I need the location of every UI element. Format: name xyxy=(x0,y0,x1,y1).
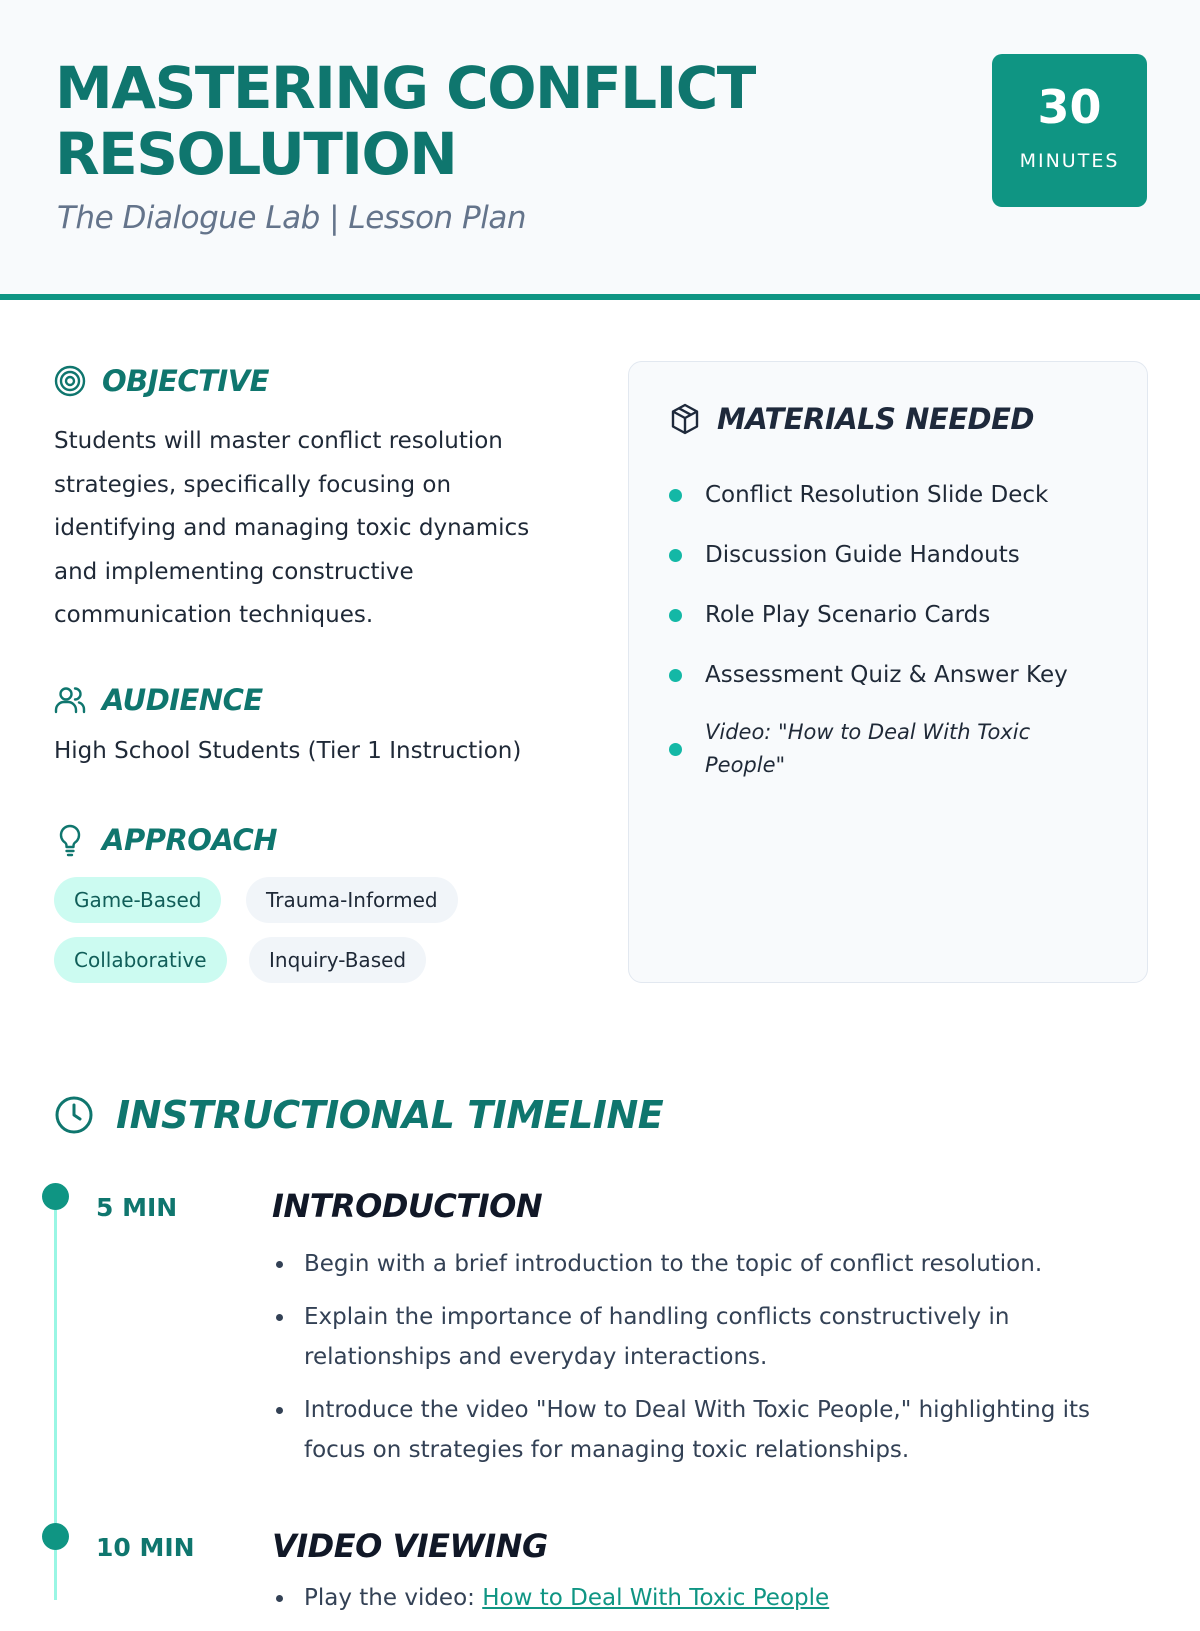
lightbulb-icon xyxy=(54,823,86,857)
materials-title: MATERIALS NEEDED xyxy=(717,402,1034,436)
target-icon xyxy=(54,365,86,397)
list-item: Explain the importance of handling conflicts constructively in relationships and everyday interactions. xyxy=(272,1297,1152,1377)
stage-bullet-list xyxy=(272,1244,1152,1483)
video-link[interactable]: How to Deal With Toxic People xyxy=(482,1585,830,1611)
list-item xyxy=(669,539,1020,572)
material-label: Discussion Guide Handouts xyxy=(705,542,1020,568)
clock-icon xyxy=(54,1095,94,1135)
audience-heading xyxy=(54,683,263,717)
material-label: Video: "How to Deal With Toxic People" xyxy=(705,720,1031,777)
objective-title: OBJECTIVE xyxy=(102,364,269,398)
approach-title: APPROACH xyxy=(102,823,278,857)
list-item xyxy=(272,1578,1152,1618)
materials-heading xyxy=(669,402,1034,436)
list-item: Begin with a brief introduction to the topic of conflict resolution. xyxy=(272,1244,1152,1284)
lesson-header xyxy=(0,0,1200,300)
bullet-text: Play the video: xyxy=(304,1585,483,1611)
material-label: Assessment Quiz & Answer Key xyxy=(705,662,1068,688)
list-item xyxy=(669,599,990,632)
timeline-heading xyxy=(54,1093,663,1137)
stage-title: VIDEO VIEWING xyxy=(272,1527,548,1565)
material-label: Role Play Scenario Cards xyxy=(705,602,991,628)
list-item xyxy=(669,659,1068,692)
tag-game-based: Game-Based xyxy=(54,877,221,923)
tag-trauma-informed: Trauma-Informed xyxy=(246,877,458,923)
tag-inquiry-based: Inquiry-Based xyxy=(249,937,426,983)
duration-unit: MINUTES xyxy=(1019,150,1120,172)
list-item: Introduce the video "How to Deal With Toxic People," highlighting its focus on strategies for managing toxic relationships. xyxy=(272,1390,1152,1470)
bullet-dot xyxy=(669,549,682,562)
stage-bullet-list xyxy=(272,1578,1152,1631)
bullet-dot xyxy=(669,743,682,756)
stage-title: INTRODUCTION xyxy=(272,1187,543,1225)
timeline-dot xyxy=(42,1183,69,1210)
stage-duration: 5 MIN xyxy=(96,1193,178,1222)
list-item xyxy=(669,716,1065,782)
page-subtitle: The Dialogue Lab | Lesson Plan xyxy=(57,200,526,236)
audience-text: High School Students (Tier 1 Instruction) xyxy=(54,738,522,764)
bullet-dot xyxy=(669,609,682,622)
users-icon xyxy=(54,684,86,716)
stage-duration: 10 MIN xyxy=(96,1533,195,1562)
bullet-dot xyxy=(669,489,682,502)
duration-value: 30 xyxy=(1037,80,1102,134)
tag-collaborative: Collaborative xyxy=(54,937,227,983)
materials-card xyxy=(628,361,1148,983)
bullet-dot xyxy=(669,669,682,682)
box-icon xyxy=(669,402,701,436)
approach-heading xyxy=(54,823,277,857)
audience-title: AUDIENCE xyxy=(102,683,263,717)
objective-text: Students will master conflict resolution strategies, specifically focusing on identifying and managing toxic dynamics and implementing constructive communication techniques. xyxy=(54,428,530,628)
page-title: MASTERING CONFLICT RESOLUTION xyxy=(55,54,755,188)
list-item xyxy=(669,479,1048,512)
material-label: Conflict Resolution Slide Deck xyxy=(705,482,1049,508)
objective-heading xyxy=(54,364,269,398)
duration-badge xyxy=(992,54,1147,207)
timeline-dot xyxy=(42,1523,69,1550)
timeline-title: INSTRUCTIONAL TIMELINE xyxy=(116,1093,664,1137)
